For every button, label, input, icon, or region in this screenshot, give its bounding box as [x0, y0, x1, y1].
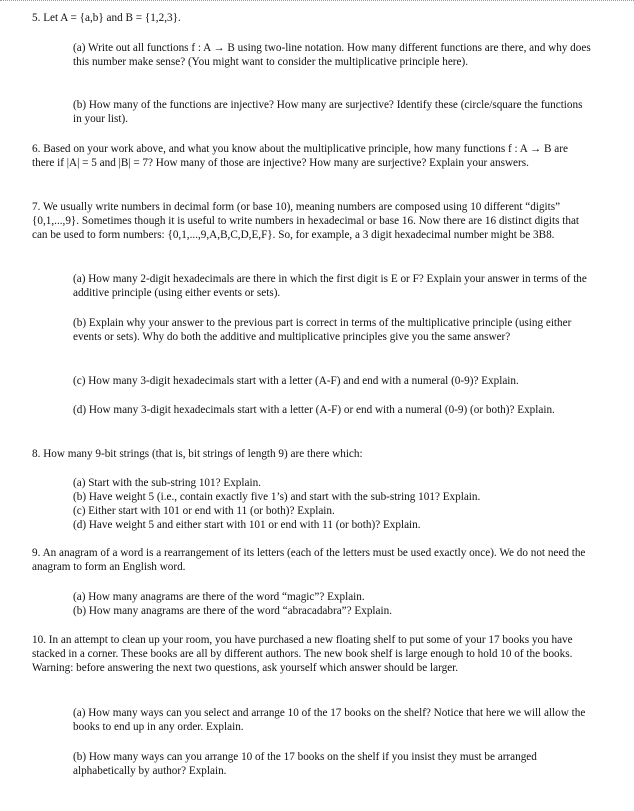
q9-part-a: (a) How many anagrams are there of the word “magic”? Explain. [73, 591, 365, 603]
q9-intro: 9. An anagram of a word is a rearrangement of its letters (each of the letters must be used exactly once). We do not need the anagram to form an English word. [32, 547, 586, 573]
q8-part-a: (a) Start with the sub-string 101? Explain. [73, 477, 261, 489]
q8-parts [73, 476, 593, 532]
q7-intro: 7. We usually write numbers in decimal form (or base 10), meaning numbers are composed using 10 different “digits” {0,1,...,9}. Sometimes though it is useful to write numbers in hexadecimal or base 16. Now there are 16 distinct digits that can be used to form numbers: {0,1,...,9,A,B,C,D,E,F}. So, for example, a 3 digit hexadecimal number might be 3B8. [32, 201, 580, 241]
q8-part-c: (c) Either start with 101 or end with 11 (or both)? Explain. [73, 505, 335, 517]
q7-part-b: (b) Explain why your answer to the previous part is correct in terms of the multiplicative principle (using either events or sets). Why do both the additive and multiplicative principles give you the same answer? [73, 317, 572, 343]
q9-part-b: (b) How many anagrams are there of the word “abracadabra”? Explain. [73, 605, 392, 617]
q8-part-b: (b) Have weight 5 (i.e., contain exactly five 1’s) and start with the sub-string 101? Explain. [73, 491, 481, 503]
q10-part-a: (a) How many ways can you select and arrange 10 of the 17 books on the shelf? Notice that here we will allow the books to end up in any order. Explain. [73, 707, 586, 733]
page-top-border [0, 0, 634, 3]
q8-intro: 8. How many 9-bit strings (that is, bit strings of length 9) are there which: [32, 448, 363, 460]
q6-text: 6. Based on your work above, and what you know about the multiplicative principle, how many functions f : A → B are there if |A| = 5 and |B| = 7? How many of those are injective? How many are surjective? Explain your answers. [32, 143, 568, 169]
q9-parts [73, 590, 593, 618]
q5-intro: 5. Let A = {a,b} and B = {1,2,3}. [32, 12, 181, 24]
q5-part-b: (b) How many of the functions are injective? How many are surjective? Identify these (circle/square the functions in your list). [73, 99, 583, 125]
q5-part-a: (a) Write out all functions f : A → B using two-line notation. How many different functions are there, and why does this number make sense? (You might want to consider the multiplicative principle here). [73, 42, 591, 68]
q10-part-b: (b) How many ways can you arrange 10 of the 17 books on the shelf if you insist they must be arranged alphabetically by author? Explain. [73, 751, 537, 777]
q7-part-c: (c) How many 3-digit hexadecimals start with a letter (A-F) and end with a numeral (0-9)? Explain. [73, 375, 519, 387]
q7-part-d: (d) How many 3-digit hexadecimals start with a letter (A-F) or end with a numeral (0-9) (or both)? Explain. [73, 404, 555, 416]
q7-part-a: (a) How many 2-digit hexadecimals are there in which the first digit is E or F? Explain your answer in terms of the additive principle (using either events or sets). [73, 273, 587, 299]
q8-part-d: (d) Have weight 5 and either start with 101 or end with 11 (or both)? Explain. [73, 519, 421, 531]
q10-intro: 10. In an attempt to clean up your room, you have purchased a new floating shelf to put some of your 17 books you have stacked in a corner. These books are all by different authors. The new book shelf is large enough to hold 10 of the books. Warning: before answering the next two questions, ask yourself which answer should be larger. [32, 634, 573, 674]
